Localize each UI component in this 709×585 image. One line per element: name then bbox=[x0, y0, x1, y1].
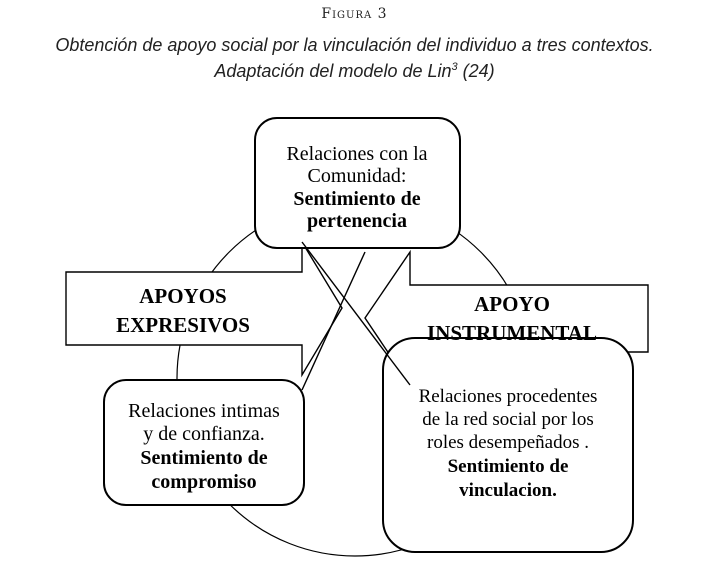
network-feeling-1: Sentimiento de bbox=[447, 456, 569, 477]
caption-line-1: Obtención de apoyo social por la vinculación del individuo a tres contextos. bbox=[55, 35, 654, 55]
figure-label: Figura 3 bbox=[321, 6, 388, 22]
network-feeling-2: vinculacion. bbox=[459, 480, 557, 501]
expressive-arrow-label-2: EXPRESIVOS bbox=[116, 313, 250, 337]
expressive-arrow-label-1: APOYOS bbox=[139, 284, 227, 308]
instrumental-arrow-label-1: APOYO bbox=[474, 292, 550, 316]
caption-reference: (24) bbox=[457, 61, 495, 81]
intimate-text-1: Relaciones intimas bbox=[128, 400, 280, 422]
instrumental-arrow-label-2: INSTRUMENTAL bbox=[427, 321, 597, 345]
intimate-feeling-1: Sentimiento de bbox=[140, 447, 268, 469]
expressive-support-arrow bbox=[66, 242, 342, 375]
network-text-1: Relaciones procedentes bbox=[418, 386, 598, 407]
caption-superscript: 3 bbox=[451, 61, 458, 73]
caption-line-2-main: Adaptación del modelo de Lin bbox=[214, 61, 452, 81]
intimate-text-2: y de confianza. bbox=[143, 423, 265, 445]
community-text-1: Relaciones con la bbox=[286, 143, 428, 165]
community-feeling-2: pertenencia bbox=[307, 210, 407, 232]
community-text-2: Comunidad: bbox=[307, 165, 407, 187]
network-text-3: roles desempeñados . bbox=[427, 432, 589, 453]
intimate-feeling-2: compromiso bbox=[151, 471, 257, 493]
network-text-2: de la red social por los bbox=[422, 409, 594, 430]
community-feeling-1: Sentimiento de bbox=[293, 188, 421, 210]
